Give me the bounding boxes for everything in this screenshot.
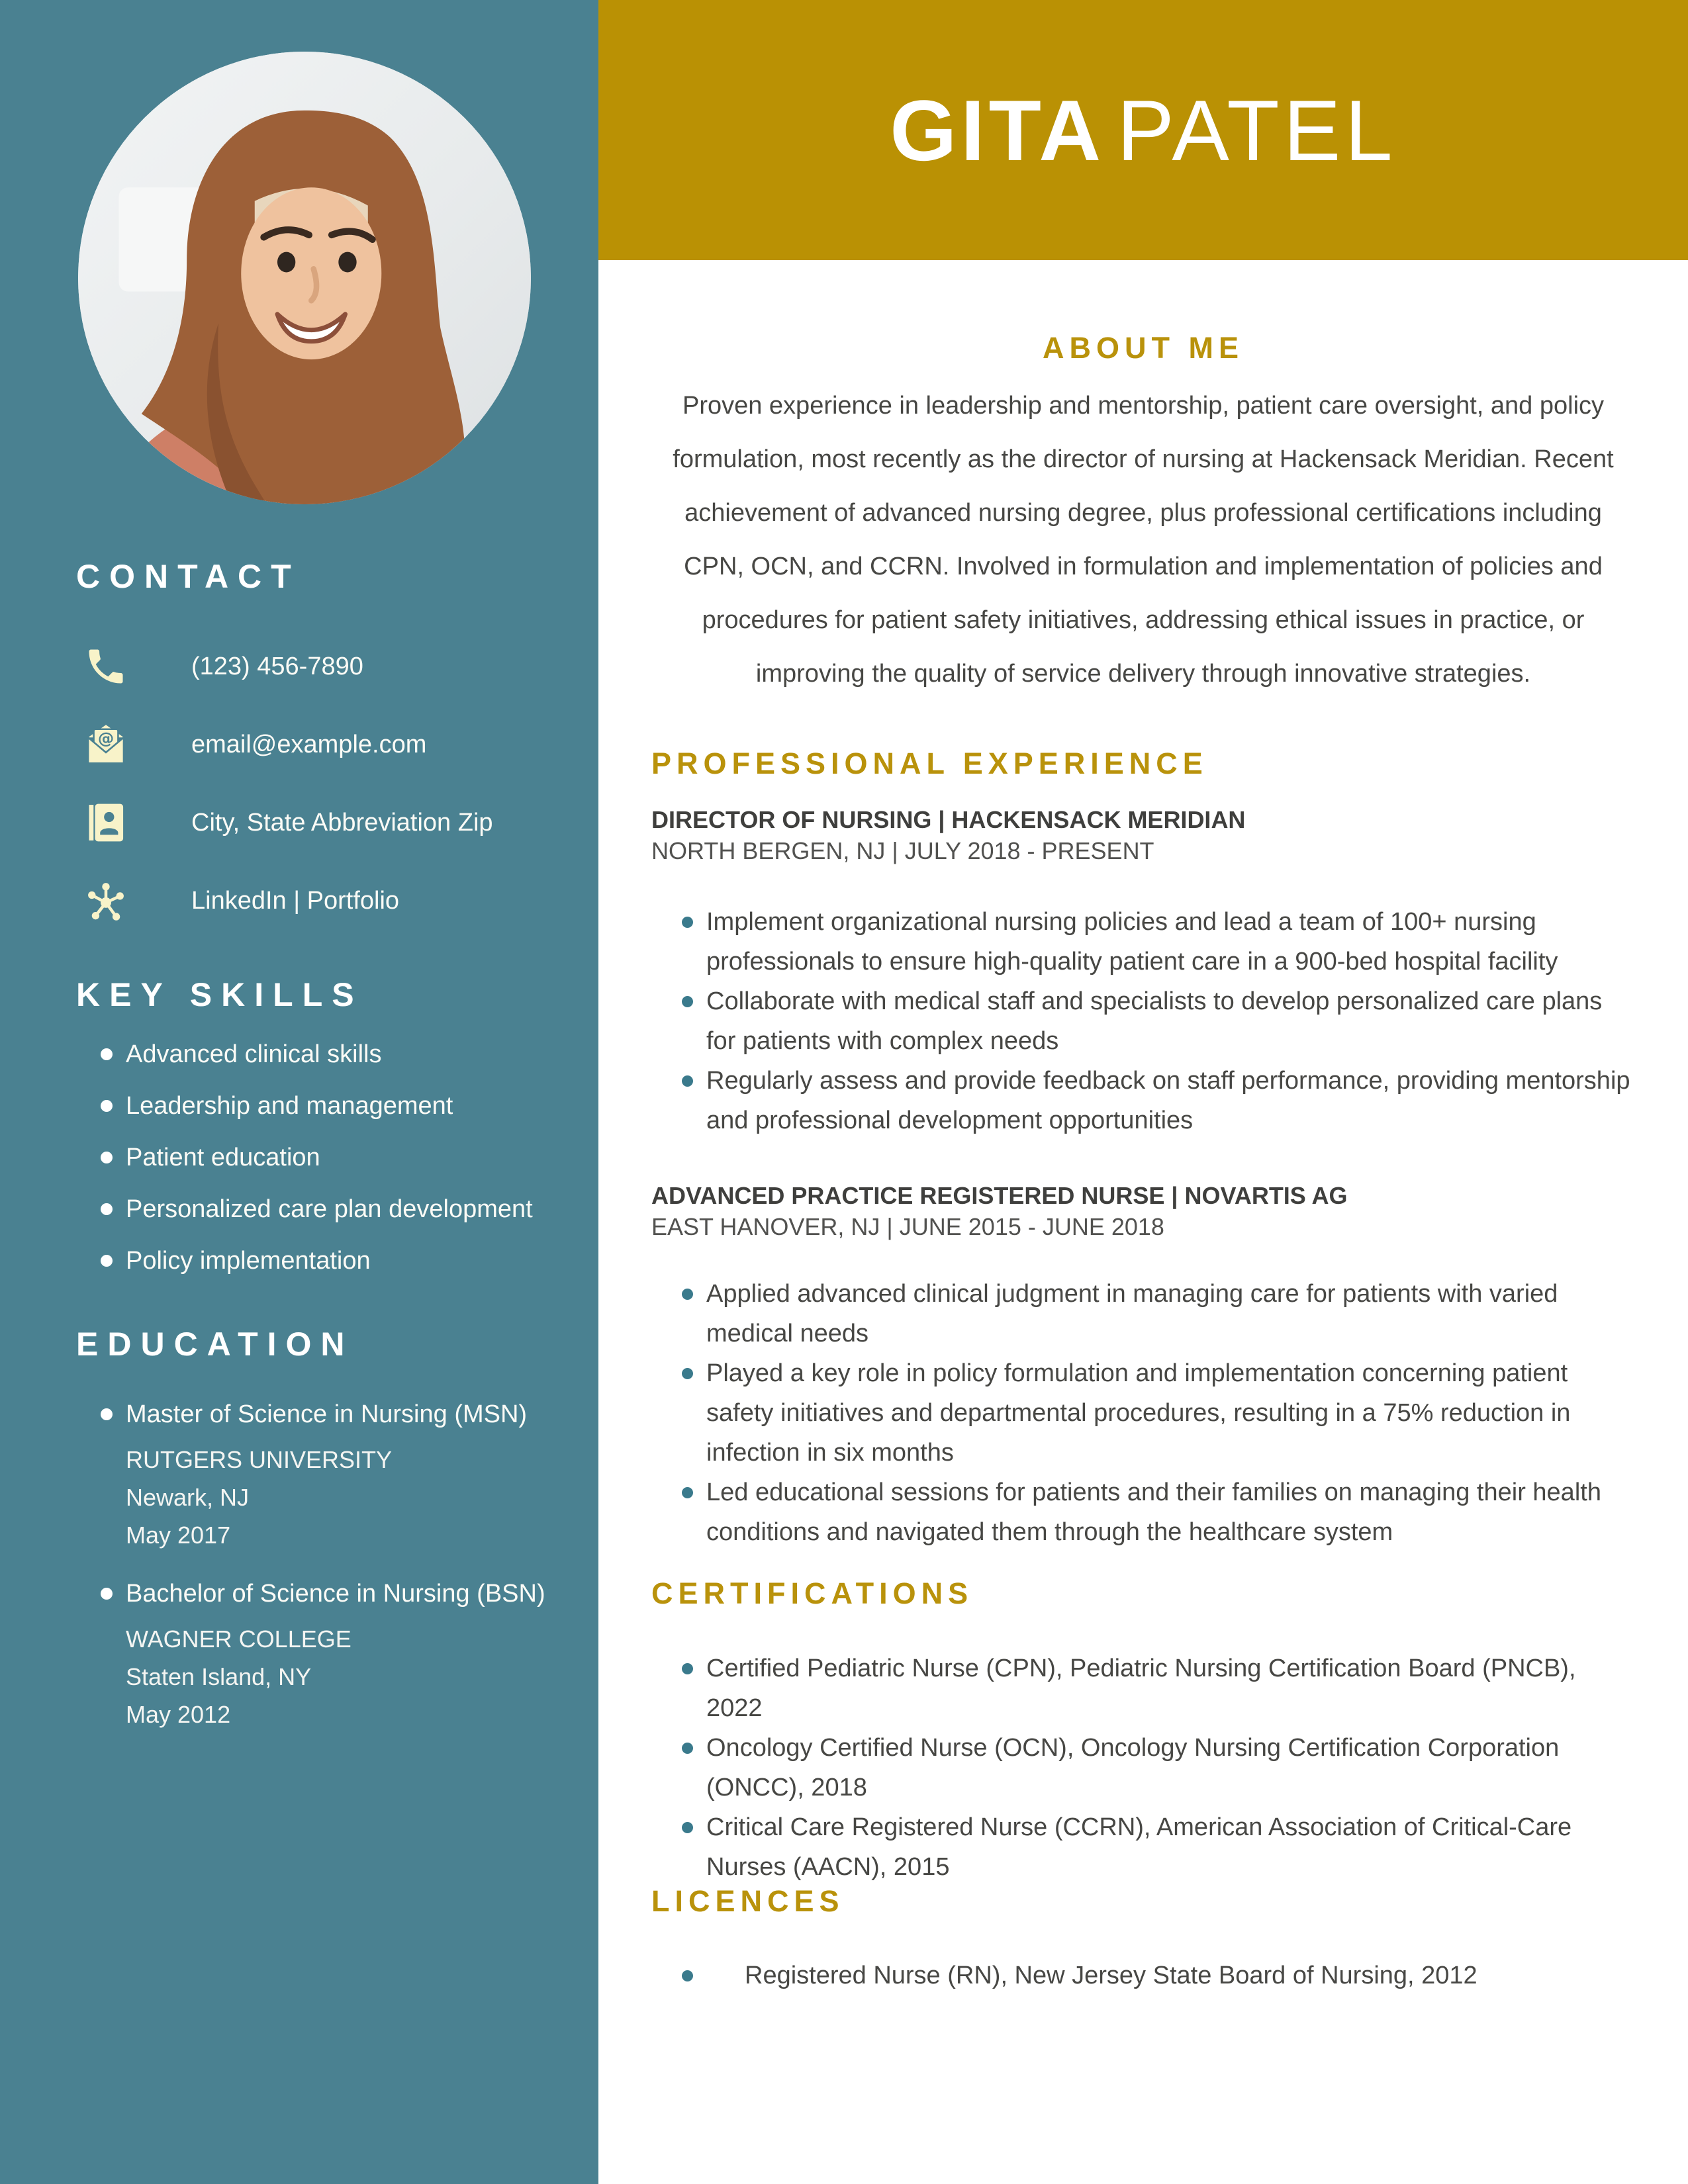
- job-bullet: Led educational sessions for patients and their families on managing their health conditions and navigated them through the healthcare system: [651, 1473, 1635, 1552]
- about-me-text: Proven experience in leadership and mentorship, patient care oversight, and policy formulation, most recently as the director of nursing at Hackensack Meridian. Recent achievement of advanced nursing degree, plus professional certifications including CPN, OCN, and CCRN. Involved in formulation and implementation of policies and procedures for patient safety initiatives, addressing ethical issues in practice, or improving the quality of service delivery through innovative strategies.: [673, 392, 1614, 688]
- job-title: DIRECTOR OF NURSING | HACKENSACK MERIDIAN: [651, 806, 1246, 833]
- page-title: [890, 81, 1396, 180]
- job-bullet: Implement organizational nursing policies and lead a team of 100+ nursing professionals to ensure high-quality patient care in a 900-bed hospital facility: [651, 902, 1635, 981]
- certification-item: Critical Care Registered Nurse (CCRN), American Association of Critical-Care Nurses (AACN), 2015: [651, 1807, 1635, 1887]
- key-skills-list: [76, 1028, 566, 1287]
- key-skills-heading: KEY SKILLS: [76, 976, 363, 1013]
- education-list: [76, 1393, 579, 1752]
- main-content: [598, 260, 1688, 2184]
- address-icon: [76, 799, 136, 846]
- job-bullet: Regularly assess and provide feedback on staff performance, providing mentorship and professional development opportunities: [651, 1061, 1635, 1140]
- licence-item: Registered Nurse (RN), New Jersey State Board of Nursing, 2012: [651, 1956, 1635, 1995]
- first-name: GITA: [890, 81, 1105, 179]
- last-name: PATEL: [1117, 81, 1397, 179]
- contact-row-address: [76, 784, 553, 862]
- certification-item: Oncology Certified Nurse (OCN), Oncology Nursing Certification Corporation (ONCC), 2018: [651, 1728, 1635, 1807]
- degree-title: Master of Science in Nursing (MSN): [126, 1400, 528, 1428]
- job-bullet-list: [651, 1274, 1635, 1552]
- profile-photo: [78, 52, 531, 504]
- contact-heading: CONTACT: [76, 558, 301, 595]
- licences-list: [651, 1956, 1635, 1995]
- skill-item: Advanced clinical skills: [76, 1028, 566, 1080]
- contact-phone: (123) 456-7890: [191, 652, 363, 680]
- job-meta: NORTH BERGEN, NJ | JULY 2018 - PRESENT: [651, 837, 1154, 864]
- phone-icon: [76, 643, 136, 690]
- degree-title: Bachelor of Science in Nursing (BSN): [126, 1580, 545, 1608]
- education-item: [76, 1572, 579, 1733]
- job-bullet-list: [651, 902, 1635, 1140]
- job-bullet: Collaborate with medical staff and specialists to develop personalized care plans for patients with complex needs: [651, 981, 1635, 1061]
- skill-item: Leadership and management: [76, 1080, 566, 1132]
- certifications-heading: CERTIFICATIONS: [651, 1576, 974, 1610]
- network-icon: [76, 877, 136, 925]
- skill-item: Personalized care plan development: [76, 1183, 566, 1235]
- about-me-heading: ABOUT ME: [1043, 331, 1244, 365]
- skill-item: Policy implementation: [76, 1235, 566, 1287]
- contact-links: LinkedIn | Portfolio: [191, 886, 400, 915]
- job-header: [651, 804, 1635, 866]
- contact-row-phone: [76, 627, 553, 705]
- certifications-list: [651, 1649, 1635, 1887]
- job-bullet: Played a key role in policy formulation and implementation concerning patient safety initiatives and departmental procedures, resulting in a 75% reduction in infection in six months: [651, 1353, 1635, 1473]
- job-meta: EAST HANOVER, NJ | JUNE 2015 - JUNE 2018: [651, 1213, 1164, 1240]
- contact-row-links: [76, 862, 553, 940]
- contact-row-email: [76, 705, 553, 784]
- header-banner: [598, 0, 1688, 260]
- certification-item: Certified Pediatric Nurse (CPN), Pediatric Nursing Certification Board (PNCB), 2022: [651, 1649, 1635, 1728]
- school-name: WAGNER COLLEGE: [126, 1625, 352, 1653]
- email-icon: [76, 721, 136, 768]
- school-name: RUTGERS UNIVERSITY: [126, 1446, 393, 1473]
- contact-list: [76, 627, 553, 940]
- contact-address: City, State Abbreviation Zip: [191, 808, 493, 837]
- job-header: [651, 1180, 1635, 1242]
- portrait-illustration: [78, 52, 531, 504]
- svg-text:@: @: [97, 728, 115, 748]
- sidebar: [0, 0, 598, 2184]
- school-location: Newark, NJ: [126, 1484, 250, 1511]
- education-heading: EDUCATION: [76, 1326, 354, 1363]
- skill-item: Patient education: [76, 1132, 566, 1183]
- licences-heading: LICENCES: [651, 1884, 845, 1918]
- experience-heading: PROFESSIONAL EXPERIENCE: [651, 747, 1208, 780]
- job-title: ADVANCED PRACTICE REGISTERED NURSE | NOVARTIS AG: [651, 1182, 1348, 1209]
- school-location: Staten Island, NY: [126, 1663, 312, 1690]
- job-bullet: Applied advanced clinical judgment in managing care for patients with varied medical needs: [651, 1274, 1635, 1353]
- contact-email: email@example.com: [191, 730, 427, 758]
- education-item: [76, 1393, 579, 1554]
- graduation-date: May 2017: [126, 1522, 231, 1549]
- graduation-date: May 2012: [126, 1701, 231, 1728]
